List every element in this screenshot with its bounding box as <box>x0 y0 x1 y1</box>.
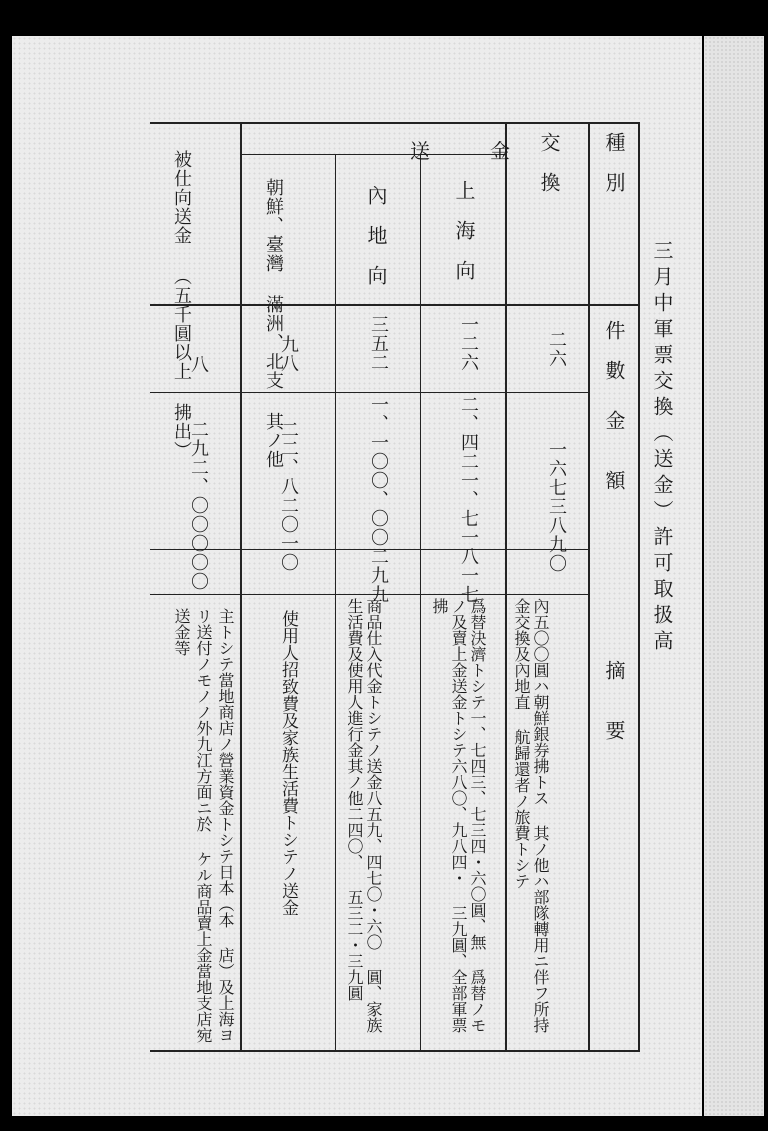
header-summary: 摘 要 <box>602 660 626 740</box>
row-hishi-amount: 二九二、〇〇〇〇〇 <box>188 420 209 591</box>
header-exchange: 交 換 <box>537 132 561 192</box>
row-korea-count: 九八 <box>278 335 299 373</box>
row-shanghai-count: 一二六 <box>458 315 479 372</box>
row-korea-amount: 二二、八二〇一〇 <box>278 420 299 572</box>
row-exchange-amount: 一六七三八九〇 <box>546 440 567 573</box>
row-exchange-summary: 內五〇〇圓ハ朝鮮銀券拂トス 其ノ他ハ部隊轉用ニ伴フ所持金交換及內地直 航歸還者ノ旅費トシテ <box>512 598 550 1033</box>
header-amount: 金 額 <box>602 410 626 490</box>
row-naichi-amount: 一、一〇〇、〇〇二九九 <box>368 395 389 604</box>
header-remit: 送 金 <box>410 139 510 163</box>
row-shanghai-summary: 爲替決濟トシテ一、七四三、七三四・六〇圓、無 爲替ノモノ及賣上金送金トシテ六八〇、九八四・ 三九圓、全部軍票拂 <box>430 598 487 1033</box>
row-naichi-count: 三五二 <box>368 315 389 372</box>
row-hishi-summary: 主トシテ當地商店ノ營業資金トシテ日本（本 店）及上海ヨリ送付ノモノノ外九江方面ニ於 ケル商品賣上金當地支店宛送金等 <box>172 608 235 1043</box>
header-hishi: 被仕向送金 （五千圓以上 拂出） <box>171 150 192 460</box>
header-count: 件 數 <box>602 320 626 380</box>
header-naichi: 內 地 向 <box>364 185 388 285</box>
header-shanghai: 上 海 向 <box>452 180 476 280</box>
page-edge <box>704 36 764 1116</box>
row-exchange-count: 二六 <box>546 330 567 368</box>
row-shanghai-amount: 二、四二一、七一八一七 <box>458 395 479 604</box>
header-korea: 朝鮮、臺灣 滿洲、北支 其ノ他 <box>263 178 284 469</box>
header-kind: 種 別 <box>602 132 626 192</box>
row-korea-summary: 使用人招致費及家族生活費トシテノ送金 <box>278 610 298 916</box>
document-title: 三月中軍票交換（送金）許可取扱高 <box>650 240 674 656</box>
row-hishi-count: 八 <box>188 355 209 374</box>
row-naichi-summary: 商品仕入代金トシテノ送金八五九、四七〇・六〇 圓、家族生活費及使用人進行金其ノ他二四〇、 五三二・三九圓 <box>345 598 383 1033</box>
